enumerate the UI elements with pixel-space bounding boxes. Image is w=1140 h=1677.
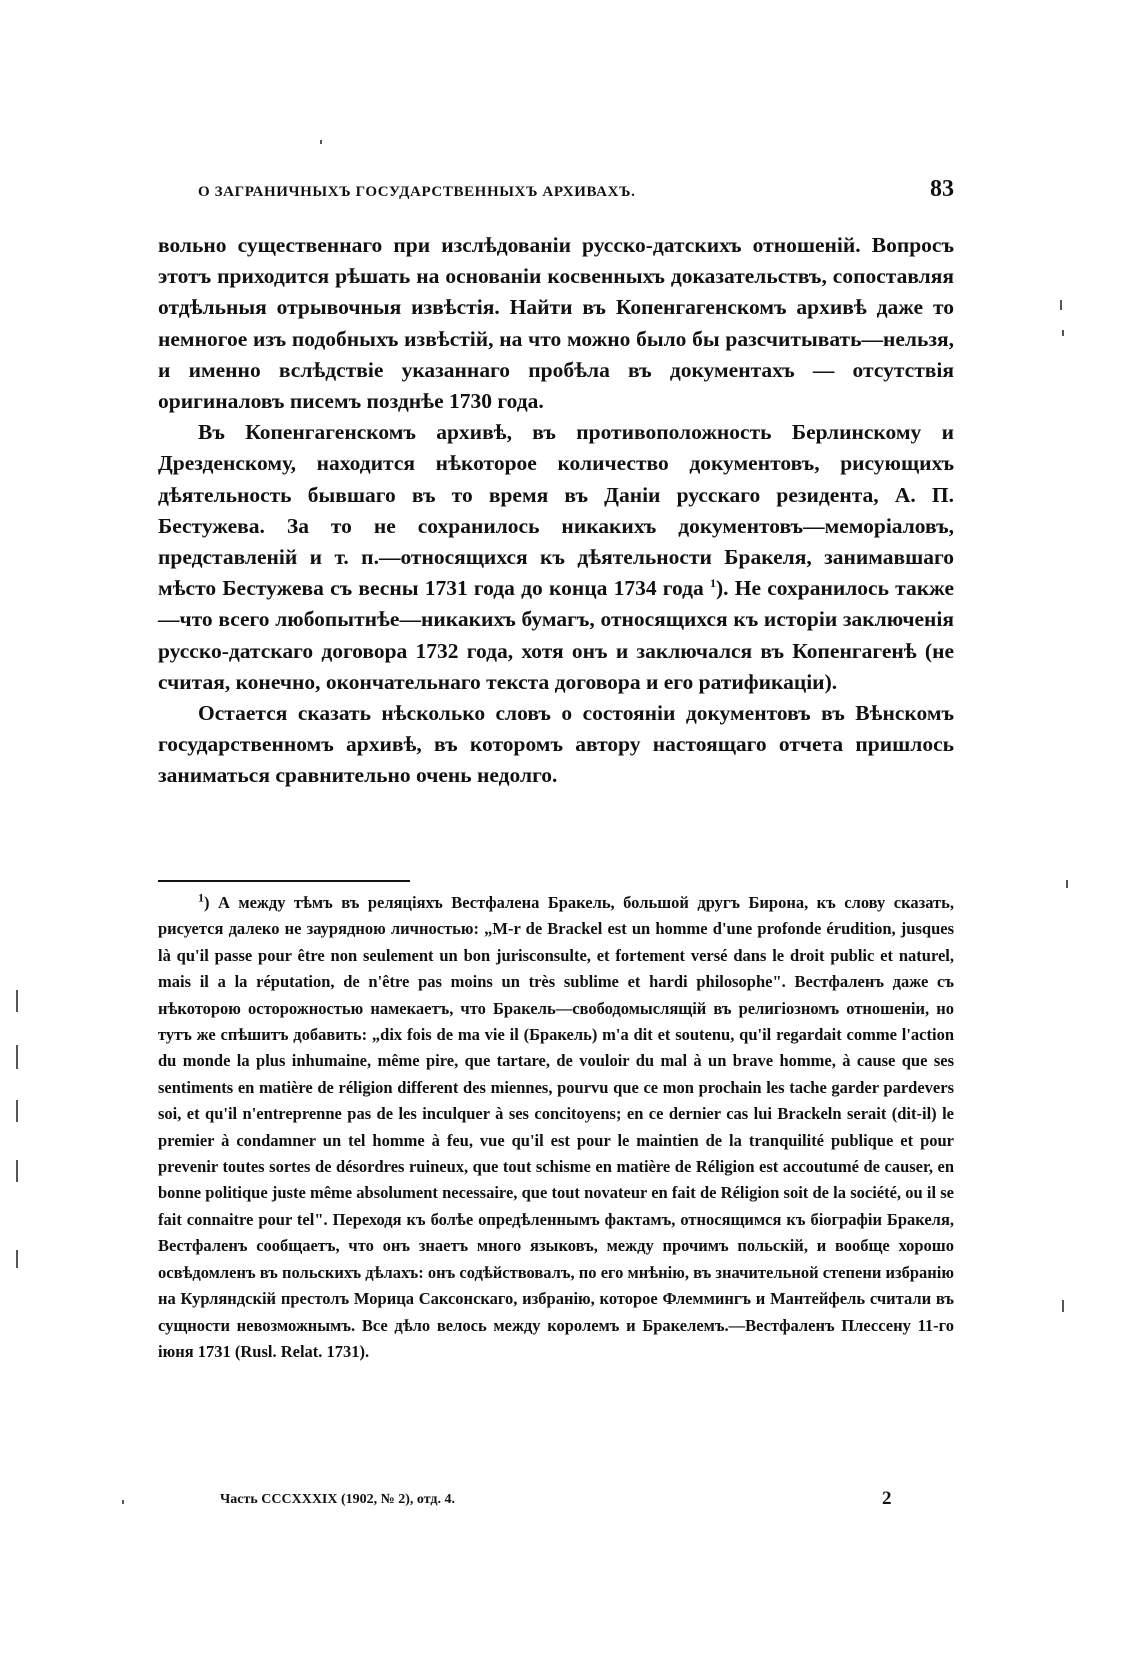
- running-title: О ЗАГРАНИЧНЫХЪ ГОСУДАРСТВЕННЫХЪ АРХИВАХЪ.: [198, 184, 636, 200]
- main-text: [158, 230, 954, 792]
- scan-speck: [320, 140, 322, 144]
- paragraph-2-text: Въ Копенгагенскомъ архивѣ, въ противоположность Берлинскому и Дрезденскому, находится нѣкоторое количество документовъ, рисующихъ дѣятельность бывшаго въ то время въ Даніи русскаго резидента, А. П. Бестужева. За то не сохранилось никакихъ документовъ—меморіаловъ, представленій и т. п.—относящихся къ дѣятельности Бракеля, занимавшаго мѣсто Бестужева съ весны 1731 года до конца 1734 года: [158, 420, 954, 601]
- footnote: [158, 890, 954, 1365]
- paragraph-2-continuation: ). Не сохранилось также—что всего любопытнѣе—никакихъ бумагъ, относящихся къ исторіи заключенія русско-датскаго договора 1732 года, хотя онъ и заключался въ Копенгагенѣ (не считая, конечно, окончательнаго текста договора и его ратификаціи).: [158, 576, 954, 694]
- scan-speck: [16, 1100, 18, 1122]
- scan-speck: [1066, 880, 1068, 888]
- scan-speck: [122, 1500, 124, 1504]
- paragraph-1: вольно существеннаго при изслѣдованіи русско-датскихъ отношеній. Вопросъ этотъ приходится рѣшать на основаніи косвенныхъ доказательствъ, сопоставляя отдѣльныя отрывочныя извѣстія. Найти въ Копенгагенскомъ архивѣ даже то немногое изъ подобныхъ извѣстій, на что можно было бы разсчитывать—нельзя, и именно вслѣдствіе указаннаго пробѣла въ документахъ — отсутствія оригиналовъ писемъ позднѣе 1730 года.: [158, 233, 954, 414]
- footnote-paragraph: [158, 890, 954, 1365]
- signature-number: 2: [882, 1488, 892, 1509]
- scan-speck: [16, 1160, 18, 1182]
- paragraph-2: [158, 417, 954, 698]
- page-header: [158, 176, 954, 212]
- footnote-reference: 1: [710, 576, 717, 591]
- scan-speck: [16, 1250, 18, 1268]
- scan-speck: [16, 990, 18, 1012]
- page-footer: [158, 1488, 954, 1514]
- page-number: 83: [930, 176, 954, 202]
- scan-speck: [1062, 330, 1064, 336]
- printer-signature: Часть CCCXXXIX (1902, № 2), отд. 4.: [220, 1492, 455, 1507]
- scan-speck: [1062, 1300, 1064, 1312]
- scan-speck: [1060, 300, 1062, 310]
- paragraph-3: Остается сказать нѣсколько словъ о состояніи документовъ въ Вѣнскомъ государственномъ архивѣ, въ которомъ автору настоящаго отчета пришлось заниматься сравнительно очень недолго.: [158, 701, 954, 788]
- scan-speck: [16, 1045, 18, 1069]
- footnote-rule: [158, 880, 410, 882]
- footnote-mark: 1: [198, 890, 204, 905]
- footnote-text: ) А между тѣмъ въ реляціяхъ Вестфалена Бракель, большой другъ Бирона, къ слову сказать, рисуется далеко не заурядною личностью: „M-r de Brackel est un homme d'une profonde érudition, jusques là qu'il passe pour être non seulement un bon jurisconsulte, et fortement versé dans le droit public et naturel, mais il a la réputation, de n'être pas moins un très sublime et hardi philosophe". Вестфаленъ даже съ нѣкоторою осторожностью намекаетъ, что Бракель—свободомыслящій въ религіозномъ отношеніи, но тутъ же спѣшитъ добавить: „dix fois de ma vie il (Бракель) m'a dit et soutenu, qu'il regardait comme l'action du monde la plus inhumaine, même pire, que tartare, de vouloir du mal à un brave homme, à cause que ses sentiments en matière de réligion different des miennes, pourvu que ce mon prochain les tache garder pardevers soi, et qu'il n'entreprenne pas de les inculquer à ses concitoyens; en ce dernier cas lui Brackeln serait (dit-il) le premier à condamner un tel homme à feu, vue qu'il est pour le maintien de la tranquilité publique et pour prevenir toutes sortes de désordres ruineux, que tout schisme en matière de Réligion est accoutumé de causer, en bonne politique juste même absolument necessaire, que tout novateur en fait de Réligion soit de la société, ou il se fait connaitre pour tel". Переходя къ болѣе опредѣленнымъ фактамъ, относящимся къ біографіи Бракеля, Вестфаленъ сообщаетъ, что онъ знаетъ много языковъ, между прочимъ польскій, и вообще хорошо освѣдомленъ въ польскихъ дѣлахъ: онъ содѣйствовалъ, по его мнѣнію, въ значительной степени избранію на Курляндскій престолъ Морица Саксонскаго, избранію, которое Флеммингъ и Мантейфель считали въ сущности невозможнымъ. Все дѣло велось между королемъ и Бракелемъ.—Вестфаленъ Плессену 11-го іюня 1731 (Rusl. Relat. 1731).: [158, 893, 954, 1361]
